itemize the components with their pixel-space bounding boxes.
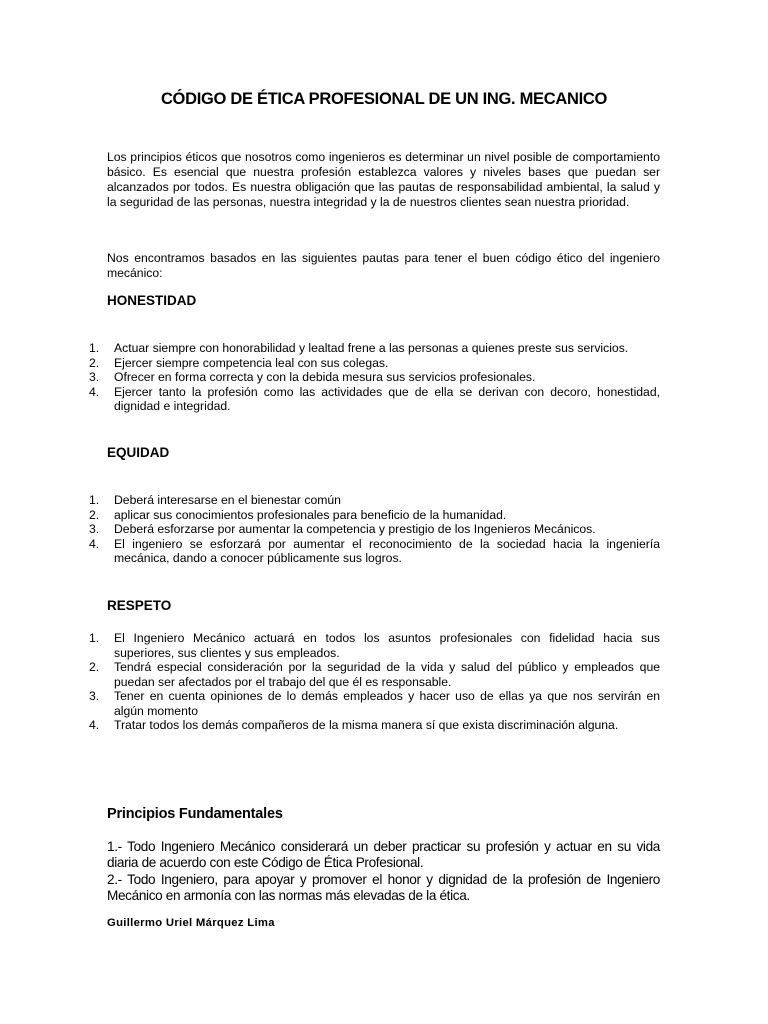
equidad-list [89,493,660,566]
document-title: CÓDIGO DE ÉTICA PROFESIONAL DE UN ING. MECANICO [160,90,608,108]
list-item [89,689,660,718]
list-item-text: Actuar siempre con honorabilidad y lealtad frene a las personas a quienes preste sus servicios. [114,341,629,355]
list-item [89,718,660,733]
list-item [89,385,660,414]
section-heading-honestidad: HONESTIDAD [107,293,197,308]
list-item-number: 2. [89,355,100,370]
section-heading-respeto: RESPETO [107,598,172,613]
intro-paragraph: Los principios éticos que nosotros como ingenieros es determinar un nivel posible de comportamiento básico. Es esencial que nuestra profesión establezca valores y niveles bases que puedan ser alcanzados por todos. Es nuestra obligación que las pautas de responsabilidad ambiental, la salud y la seguridad de las personas, nuestra integridad y la de nuestros clientes sean nuestra prioridad. [107,150,660,209]
list-item-text: Tener en cuenta opiniones de lo demás empleados y hacer uso de ellas ya que nos servirán en algún momento [114,689,660,718]
list-item [89,356,660,371]
list-item-text: Ofrecer en forma correcta y con la debida mesura sus servicios profesionales. [114,370,536,384]
principles-heading: Principios Fundamentales [107,806,283,822]
list-item-text: Deberá esforzarse por aumentar la competencia y prestigio de los Ingenieros Mecánicos. [114,522,596,536]
list-item-number: 3. [89,522,100,536]
list-item [89,370,660,385]
list-item-text: Ejercer siempre competencia leal con sus colegas. [114,355,389,370]
list-item [89,660,660,689]
list-item-number: 1. [89,341,100,355]
list-item-number: 4. [89,718,100,732]
list-item-number: 2. [89,507,100,522]
author-signature: Guillermo Uriel Márquez Lima [107,917,275,929]
list-item-number: 3. [89,689,100,703]
list-item [89,522,660,537]
list-item-text: El Ingeniero Mecánico actuará en todos los asuntos profesionales con fidelidad hacia sus superiores, sus clientes y sus empleados. [114,631,660,660]
list-item [89,631,660,660]
list-item-text: Ejercer tanto la profesión como las actividades que de ella se derivan con decoro, honestidad, dignidad e integridad. [114,384,660,413]
list-item [89,493,660,508]
list-item-number: 3. [89,370,100,384]
list-item [89,537,660,566]
lead-paragraph: Nos encontramos basados en las siguientes pautas para tener el buen código ético del ingeniero mecánico: [107,251,660,280]
list-item-number: 2. [89,660,100,674]
honestidad-list [89,341,660,414]
list-item [89,341,660,356]
list-item-number: 4. [89,536,100,551]
principle-item: 1.- Todo Ingeniero Mecánico considerará un deber practicar su profesión y actuar en su vida diaria de acuerdo con este Código de Ética Profesional. [107,839,660,870]
list-item-number: 4. [89,384,100,399]
list-item-text: Tendrá especial consideración por la seguridad de la vida y salud del público y empleados que puedan ser afectados por el trabajo del que él es responsable. [114,660,660,689]
list-item-number: 1. [89,493,100,507]
principle-item: 2.- Todo Ingeniero, para apoyar y promover el honor y dignidad de la profesión de Ingeniero Mecánico en armonía con las normas más elevadas de la ética. [107,872,660,903]
list-item [89,508,660,523]
respeto-list [89,631,660,733]
list-item-number: 1. [89,631,100,645]
list-item-text: Deberá interesarse en el bienestar común [114,493,341,507]
list-item-text: aplicar sus conocimientos profesionales para beneficio de la humanidad. [114,507,507,522]
list-item-text: Tratar todos los demás compañeros de la misma manera sí que exista discriminación alguna. [114,718,619,732]
section-heading-equidad: EQUIDAD [107,445,170,460]
list-item-text: El ingeniero se esforzará por aumentar el reconocimiento de la sociedad hacia la ingeniería mecánica, dando a conocer públicamente sus logros. [114,536,660,565]
